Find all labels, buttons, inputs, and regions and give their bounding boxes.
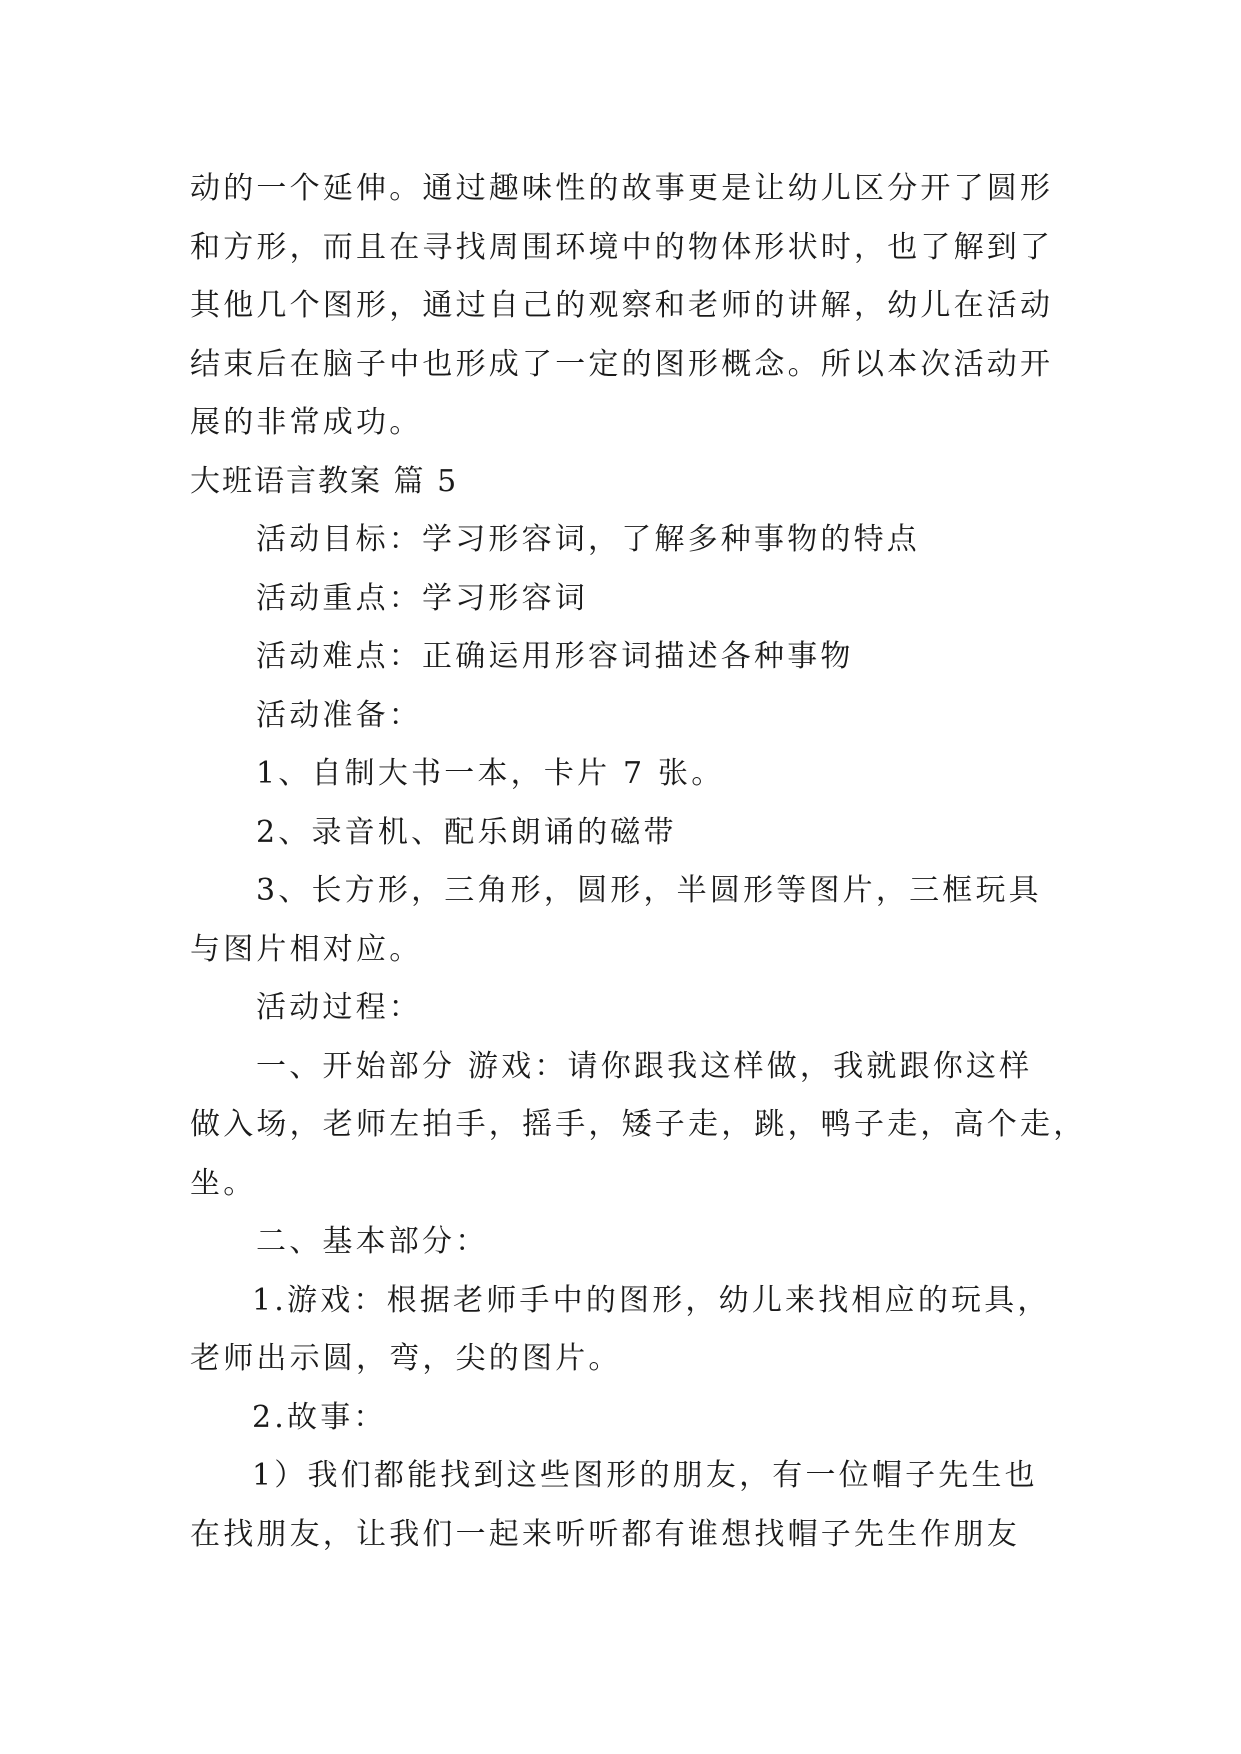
paragraph-line: 坐。 [190,1165,257,1201]
process-step: 一、开始部分 游戏：请你跟我这样做，我就跟你这样 [256,1048,1033,1084]
paragraph-line: 结束后在脑子中也形成了一定的图形概念。所以本次活动开 [190,346,1054,382]
preparation-item: 1、自制大书一本，卡片 7 张。 [256,756,725,791]
process-step: 1）我们都能找到这些图形的朋友，有一位帽子先生也 [252,1458,1038,1493]
preparation-item: 3、长方形，三角形，圆形，半圆形等图片，三框玩具 [256,873,1042,908]
paragraph-line: 与图片相对应。 [190,931,423,967]
activity-goal: 活动目标：学习形容词，了解多种事物的特点 [256,522,920,557]
document-page [190,160,1087,1564]
paragraph-line: 展的非常成功。 [190,405,423,440]
preparation-item: 2、录音机、配乐朗诵的磁带 [256,814,677,850]
process-step: 二、基本部分： [256,1224,489,1259]
paragraph-line: 老师出示圆，弯，尖的图片。 [190,1341,622,1376]
activity-focus: 活动重点：学习形容词 [256,580,588,616]
activity-preparation: 活动准备： [256,697,422,733]
paragraph-line: 做入场，老师左拍手，摇手，矮子走，跳，鸭子走，高个走， [190,1107,1087,1142]
paragraph-line: 动的一个延伸。通过趣味性的故事更是让幼儿区分开了圆形 [190,171,1054,206]
paragraph-line: 和方形，而且在寻找周围环境中的物体形状时，也了解到了 [190,229,1054,265]
activity-process: 活动过程： [256,990,422,1025]
activity-difficulty: 活动难点：正确运用形容词描述各种事物 [256,639,854,674]
paragraph-line: 在找朋友，让我们一起来听听都有谁想找帽子先生作朋友 [190,1516,1020,1552]
process-step: 1.游戏：根据老师手中的图形，幼儿来找相应的玩具， [252,1282,1051,1318]
section-heading: 大班语言教案 篇 5 [190,463,459,499]
process-step: 2.故事： [252,1399,387,1435]
paragraph-line: 其他几个图形，通过自己的观察和老师的讲解，幼儿在活动 [190,288,1054,323]
